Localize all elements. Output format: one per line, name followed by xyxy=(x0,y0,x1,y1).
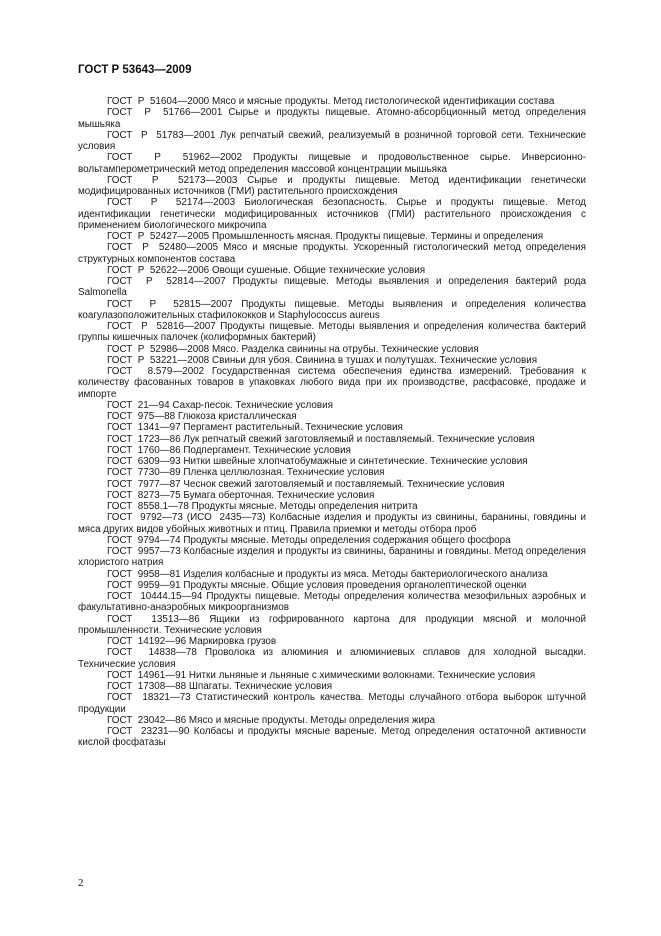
reference-code: ГОСТ 975—88 xyxy=(107,411,176,422)
reference-item xyxy=(78,107,586,130)
reference-code: ГОСТ Р 51783—2001 xyxy=(107,129,216,141)
reference-code: ГОСТ 23231—90 xyxy=(107,726,190,737)
reference-item xyxy=(78,726,586,749)
reference-title: Овощи сушеные. Общие технические условия xyxy=(211,264,426,276)
reference-title: Мясо и мясные продукты. Ускоренный гистологический метод определения структурных компонентов состава xyxy=(78,242,586,265)
reference-item xyxy=(78,321,586,344)
reference-code: ГОСТ 1760—86 xyxy=(107,444,181,456)
reference-item xyxy=(78,670,586,681)
reference-code: ГОСТ Р 51962—2002 xyxy=(107,152,243,164)
reference-title: Нитки льняные и льняные с химическими волокнами. Технические условия xyxy=(188,669,536,681)
reference-item xyxy=(78,467,586,478)
reference-code: ГОСТ 23042—86 xyxy=(107,714,187,726)
reference-item xyxy=(78,344,586,355)
reference-code: ГОСТ 8558.1—78 xyxy=(107,501,189,512)
reference-code: ГОСТ Р 51766—2001 xyxy=(107,107,223,119)
reference-item xyxy=(78,456,586,467)
reference-item xyxy=(78,692,586,715)
reference-title: Шпагаты. Технические условия xyxy=(188,681,333,692)
reference-item xyxy=(78,591,586,614)
page-header-standard-number: ГОСТ Р 53643—2009 xyxy=(78,64,192,76)
reference-code: ГОСТ Р 52816—2007 xyxy=(107,321,216,332)
reference-item xyxy=(78,276,586,299)
reference-title: Маркировка грузов xyxy=(188,636,277,647)
reference-title: Мясо и мясные продукты. Метод гистологической идентификации состава xyxy=(211,96,555,107)
reference-item xyxy=(78,479,586,490)
reference-item xyxy=(78,490,586,501)
reference-title: Государственная система обеспечения единства измерений. Требования к количеству фасованных товаров в упаковках любого вида при их производстве, расфасовке, продаже и импорте xyxy=(78,366,587,400)
reference-title: Бумага оберточная. Технические условия xyxy=(183,489,375,501)
reference-code: ГОСТ Р 52622—2006 xyxy=(107,264,210,276)
reference-code: ГОСТ 1723—86 xyxy=(107,433,181,445)
reference-title: Продукты мясные. Общие условия проведения органолептической оценки xyxy=(183,579,527,591)
reference-item xyxy=(78,580,586,591)
reference-item xyxy=(78,242,586,265)
reference-item xyxy=(78,681,586,692)
reference-code: ГОСТ 8273—75 xyxy=(107,489,181,501)
reference-code: ГОСТ 21—94 xyxy=(107,399,170,411)
reference-code: ГОСТ Р 52427—2005 xyxy=(107,231,210,242)
reference-title: Продукты пищевые. Методы выявления и определения бактерий рода Salmonella xyxy=(78,276,586,299)
reference-item xyxy=(78,231,586,242)
reference-title: Глюкоза кристаллическая xyxy=(177,411,297,422)
reference-item xyxy=(78,614,586,637)
reference-title: Чеснок свежий заготовляемый и поставляемый. Технические условия xyxy=(183,478,505,490)
reference-code: ГОСТ Р 52480—2005 xyxy=(107,242,219,254)
reference-item xyxy=(78,96,586,107)
reference-code: ГОСТ Р 52174—2003 xyxy=(107,197,236,209)
reference-title: Мясо и мясные продукты. Методы определения жира xyxy=(188,714,435,726)
reference-item xyxy=(78,411,586,422)
reference-item xyxy=(78,636,586,647)
reference-title: Продукты пищевые. Методы выявления и определения количества бактерий группы кишечных палочек (колиформных бактерий) xyxy=(78,321,586,344)
reference-code: ГОСТ 14961—91 xyxy=(107,669,187,681)
reference-code: ГОСТ 1341—97 xyxy=(107,422,181,434)
reference-item xyxy=(78,715,586,726)
reference-item xyxy=(78,197,586,231)
reference-code: ГОСТ 18321—73 xyxy=(107,692,191,704)
reference-code: ГОСТ 13513—86 xyxy=(107,613,200,625)
reference-item xyxy=(78,366,586,400)
reference-code: ГОСТ 14192—96 xyxy=(107,636,187,647)
reference-title: Колбасы и продукты мясные вареные. Метод определения остаточной активности кислой фосфатазы xyxy=(78,726,586,749)
reference-title: Сахар-песок. Технические условия xyxy=(172,399,333,411)
reference-item xyxy=(78,535,586,546)
reference-title: Продукты мясные. Методы определения нитрита xyxy=(191,501,418,512)
reference-code: ГОСТ 9958—81 xyxy=(107,568,181,580)
reference-code: ГОСТ 9959—91 xyxy=(107,579,181,591)
reference-title: Продукты пищевые и продовольственное сырье. Инверсионно-вольтамперометрический метод определения массовой концентрации мышьяка xyxy=(78,152,586,175)
reference-title: Проволока из алюминия и алюминиевых сплавов для холодной высадки. Технические условия xyxy=(78,647,586,670)
reference-code: ГОСТ Р 52986—2008 xyxy=(107,343,210,355)
reference-title: Лук репчатый свежий, реализуемый в розничной торговой сети. Технические условия xyxy=(78,129,586,152)
reference-code: ГОСТ 10444.15—94 xyxy=(107,591,203,602)
reference-title: Пергамент растительный. Технические условия xyxy=(183,422,403,434)
reference-code: ГОСТ Р 52173—2003 xyxy=(107,174,238,186)
reference-title: Мясо. Разделка свинины на отрубы. Технические условия xyxy=(211,343,479,355)
reference-title: Нитки швейные хлопчатобумажные и синтетические. Технические условия xyxy=(183,456,528,467)
reference-code: ГОСТ Р 53221—2008 xyxy=(107,354,210,366)
page-number: 2 xyxy=(78,877,84,889)
reference-item xyxy=(78,265,586,276)
reference-code: ГОСТ 9957—73 xyxy=(107,546,181,557)
reference-title: Колбасные изделия и продукты из свинины, баранины и говядины. Метод определения хлористого натрия xyxy=(78,546,586,569)
reference-code: ГОСТ 9792—73 (ИСО 2435—73) xyxy=(107,512,266,524)
reference-code: ГОСТ Р 52815—2007 xyxy=(107,298,233,310)
reference-title: Сырье и продукты пищевые. Атомно-абсорбционный метод определения мышьяка xyxy=(78,107,586,130)
normative-references-list xyxy=(78,96,586,749)
reference-title: Статистический контроль качества. Методы случайного отбора выборок штучной продукции xyxy=(78,692,586,715)
reference-title: Ящики из гофрированного картона для продукции мясной и молочной промышленности. Технические условия xyxy=(78,613,586,636)
reference-item xyxy=(78,400,586,411)
reference-title: Подпергамент. Технические условия xyxy=(183,444,351,456)
reference-title: Лук репчатый свежий заготовляемый и поставляемый. Технические условия xyxy=(183,433,535,445)
reference-title: Продукты пищевые. Методы определения количества мезофильных аэробных и факультативно-анаэробных микроорганизмов xyxy=(78,591,587,614)
reference-title: Пленка целлюлозная. Технические условия xyxy=(183,467,385,479)
reference-title: Изделия колбасные и продукты из мяса. Методы бактериологического анализа xyxy=(183,568,548,580)
reference-item xyxy=(78,569,586,580)
reference-item xyxy=(78,445,586,456)
reference-item xyxy=(78,546,586,569)
reference-title: Продукты мясные. Методы определения содержания общего фосфора xyxy=(183,534,511,546)
reference-item xyxy=(78,422,586,433)
reference-item xyxy=(78,175,586,198)
reference-title: Продукты пищевые. Методы выявления и определения количества коагулазоположительных стафилококков и Staphylococcus aureus xyxy=(78,298,586,321)
reference-code: ГОСТ 17308—88 xyxy=(107,681,187,692)
reference-item xyxy=(78,501,586,512)
reference-code: ГОСТ Р 52814—2007 xyxy=(107,276,226,287)
reference-code: ГОСТ 7730—89 xyxy=(107,467,181,479)
reference-item xyxy=(78,434,586,445)
reference-title: Промышленность мясная. Продукты пищевые. Термины и определения xyxy=(211,231,544,242)
reference-title: Свиньи для убоя. Свинина в тушах и полутушах. Технические условия xyxy=(211,354,538,366)
reference-item xyxy=(78,355,586,366)
reference-code: ГОСТ 8.579—2002 xyxy=(107,366,205,377)
reference-item xyxy=(78,647,586,670)
reference-item xyxy=(78,512,586,535)
reference-item xyxy=(78,152,586,175)
reference-title: Биологическая безопасность. Сырье и продукты пищевые. Метод идентификации генетически модифицированных источников (ГМИ) растительного происхождения с применением биологического микрочипа xyxy=(78,197,586,231)
reference-item xyxy=(78,130,586,153)
reference-code: ГОСТ 7977—87 xyxy=(107,478,181,490)
reference-item xyxy=(78,299,586,322)
reference-code: ГОСТ 6309—93 xyxy=(107,456,181,467)
reference-code: ГОСТ 9794—74 xyxy=(107,534,181,546)
reference-code: ГОСТ 14838—78 xyxy=(107,647,197,659)
reference-title: Сырье и продукты пищевые. Метод идентификации генетически модифицированных источников (ГМИ) растительного происхождения xyxy=(78,174,586,197)
reference-code: ГОСТ Р 51604—2000 xyxy=(107,96,210,107)
reference-title: Колбасные изделия и продукты из свинины, баранины, говядины и мяса других видов убойных животных и птиц. Правила приемки и методы отбора проб xyxy=(78,512,586,535)
